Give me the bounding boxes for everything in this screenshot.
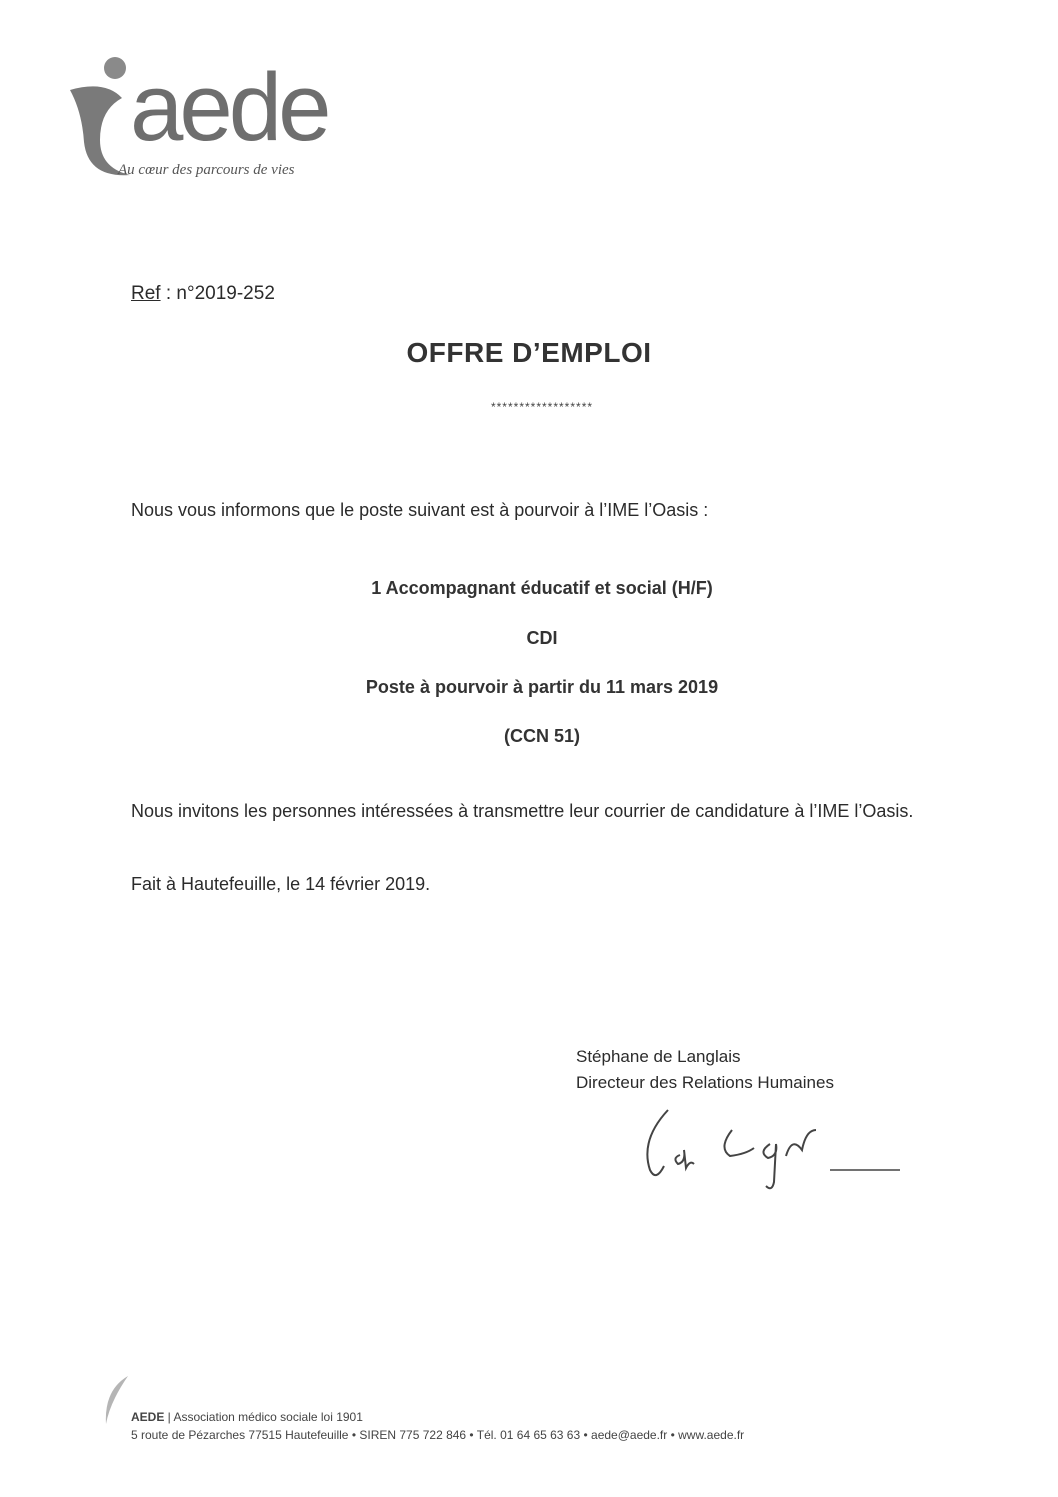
intro-paragraph: Nous vous informons que le poste suivant est à pourvoir à l’IME l’Oasis : xyxy=(131,500,709,520)
handwritten-signature xyxy=(620,1100,920,1200)
footer-contact-line: 5 route de Pézarches 77515 Hautefeuille • SIREN 775 722 846 • Tél. 01 64 65 63 63 • aede@aede.fr • www.aede.fr xyxy=(131,1428,745,1442)
collective-agreement: (CCN 51) xyxy=(503,726,580,746)
footer-swoosh-icon xyxy=(96,1372,136,1432)
footer-org-description: | Association médico sociale loi 1901 xyxy=(164,1410,363,1424)
footer-org-name: AEDE xyxy=(131,1410,165,1424)
document-title: OFFRE D’EMPLOI xyxy=(406,337,652,368)
aede-logo xyxy=(60,50,360,190)
signatory-name: Stéphane de Langlais xyxy=(576,1047,741,1066)
title-divider: ****************** xyxy=(490,400,594,414)
job-position: 1 Accompagnant éducatif et social (H/F) xyxy=(371,578,713,598)
place-and-date: Fait à Hautefeuille, le 14 février 2019. xyxy=(131,874,431,894)
signatory-role: Directeur des Relations Humaines xyxy=(576,1073,834,1092)
contract-type: CDI xyxy=(526,628,558,648)
start-date: Poste à pourvoir à partir du 11 mars 2019 xyxy=(365,677,719,697)
logo-wordmark: aede xyxy=(130,54,328,161)
footer-organization xyxy=(131,1410,363,1424)
invitation-paragraph: Nous invitons les personnes intéressées à transmettre leur courrier de candidature à l’IME l’Oasis. xyxy=(131,801,914,821)
reference-label: Ref xyxy=(131,283,161,304)
reference-separator: : xyxy=(160,283,177,304)
reference-line xyxy=(131,283,275,305)
logo-tagline: Au cœur des parcours de vies xyxy=(118,162,295,178)
reference-number: n°2019-252 xyxy=(176,283,275,304)
